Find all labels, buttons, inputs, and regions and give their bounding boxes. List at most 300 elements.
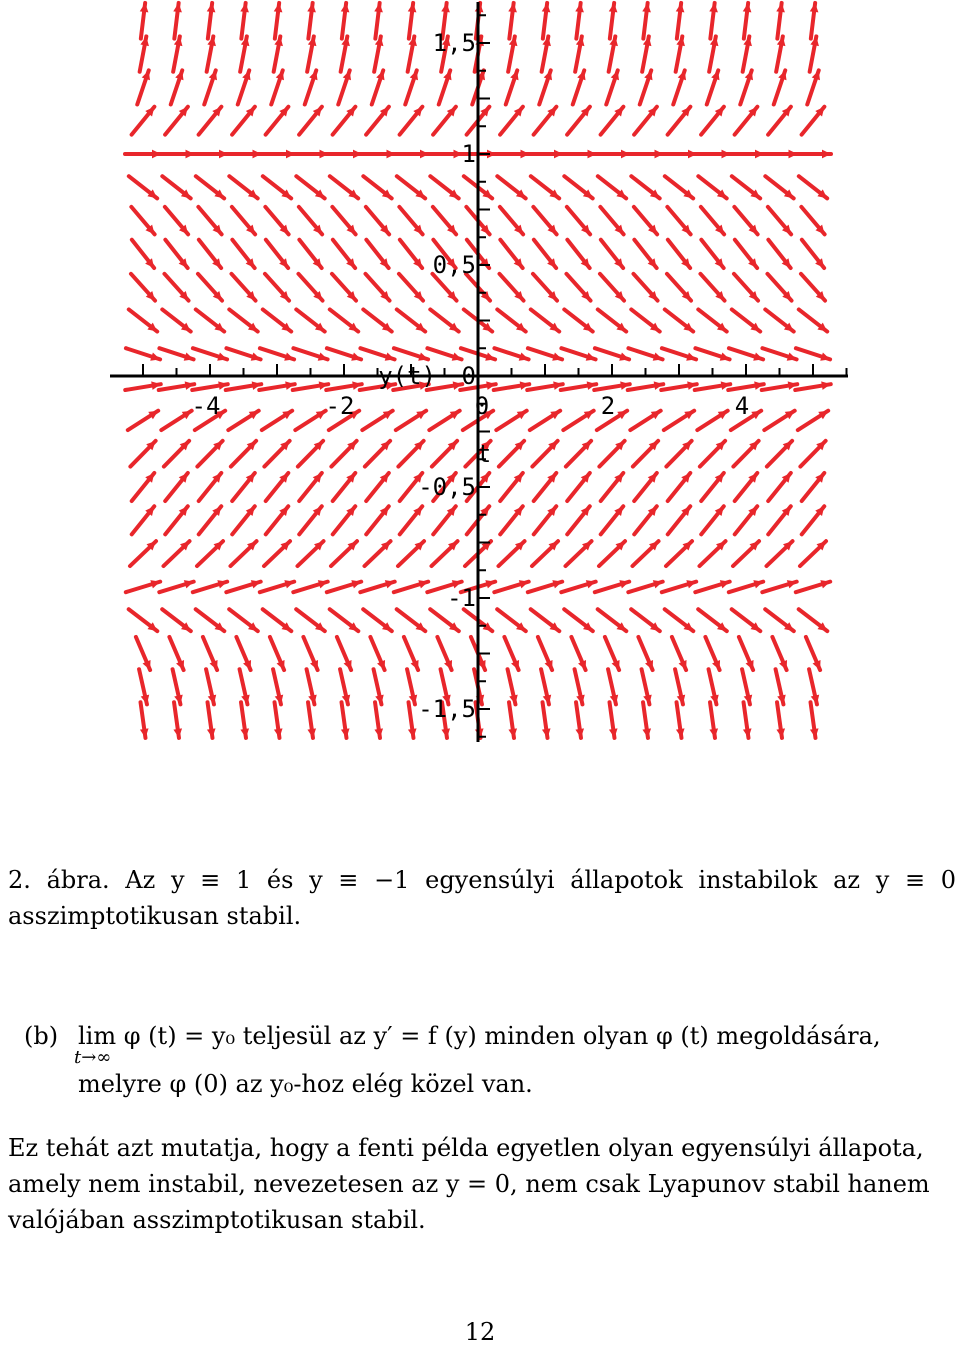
field-arrow (666, 541, 692, 566)
field-arrow (397, 309, 425, 331)
field-arrow (561, 348, 595, 361)
field-arrow (330, 609, 359, 631)
field-arrow (137, 70, 150, 104)
field-arrow (634, 107, 657, 135)
field-arrow (193, 348, 227, 361)
field-arrow (796, 580, 830, 592)
field-arrow (672, 637, 687, 670)
field-arrow (530, 411, 560, 430)
figure-caption: 2. ábra. Az y ≡ 1 és y ≡ −1 egyensúlyi állapotok instabilok az y ≡ 0 asszimptotikusan stabil. (8, 866, 956, 930)
field-arrow (700, 274, 724, 301)
field-arrow (735, 240, 757, 268)
field-arrow (228, 411, 258, 430)
field-arrow (634, 473, 657, 501)
field-arrow (631, 176, 659, 198)
field-arrow (634, 506, 657, 534)
field-arrow (204, 70, 217, 104)
field-arrow (270, 637, 285, 670)
field-arrow (140, 36, 149, 71)
field-arrow (527, 150, 563, 159)
field-arrow (701, 107, 724, 135)
field-arrow (330, 176, 358, 198)
field-arrow (296, 609, 325, 631)
field-arrow (664, 411, 694, 430)
field-arrow (676, 36, 685, 71)
field-arrow (733, 441, 758, 467)
field-arrow (333, 240, 355, 268)
field-arrow (307, 669, 317, 704)
field-arrow (668, 107, 691, 135)
field-arrow (595, 348, 629, 361)
field-arrow (162, 309, 190, 331)
field-arrow (126, 348, 160, 361)
field-arrow (197, 441, 222, 467)
field-arrow (326, 150, 362, 159)
field-arrow (408, 36, 417, 71)
field-arrow (496, 411, 526, 430)
field-arrow (567, 506, 590, 534)
field-arrow (798, 411, 828, 430)
field-arrow (497, 309, 525, 331)
field-arrow (206, 669, 216, 704)
field-arrow (229, 309, 257, 331)
field-arrow (765, 176, 793, 198)
field-arrow (566, 274, 590, 301)
y-tick-label: 0,5 (432, 251, 476, 279)
field-arrow (600, 207, 623, 234)
field-arrow (734, 274, 758, 301)
field-arrow (173, 3, 182, 39)
field-arrow (542, 702, 551, 738)
field-arrow (404, 637, 419, 670)
field-arrow (633, 441, 658, 467)
field-arrow (806, 637, 821, 670)
y-axis-label: y(t) (378, 362, 436, 390)
field-arrow (500, 240, 522, 268)
field-arrow (400, 107, 423, 135)
field-arrow (303, 637, 318, 670)
field-arrow (533, 207, 556, 234)
field-arrow (695, 381, 731, 390)
field-arrow (564, 309, 592, 331)
field-arrow (567, 240, 589, 268)
field-arrow (433, 207, 456, 234)
field-arrow (163, 541, 189, 566)
field-arrow (528, 580, 562, 592)
field-arrow (129, 176, 157, 198)
field-arrow (330, 309, 358, 331)
field-arrow (298, 274, 322, 301)
field-arrow (735, 473, 758, 501)
field-arrow (566, 441, 591, 467)
field-arrow (396, 411, 426, 430)
field-arrow (764, 411, 794, 430)
field-arrow (274, 3, 283, 39)
field-arrow (807, 70, 820, 104)
field-arrow (363, 609, 392, 631)
field-arrow (668, 506, 691, 534)
field-arrow (532, 441, 557, 467)
field-arrow (665, 176, 693, 198)
field-arrow (327, 348, 361, 361)
field-arrow (240, 669, 250, 704)
field-arrow (333, 473, 356, 501)
field-arrow (743, 702, 752, 738)
field-arrow (739, 637, 754, 670)
field-arrow (432, 441, 457, 467)
field-arrow (527, 381, 563, 390)
x-tick-label: -4 (191, 392, 221, 420)
body-paragraph: Ez tehát azt mutatja, hogy a fenti példa egyetlen olyan egyensúlyi állapota, amely nem instabil, nevezetesen az y = 0, nem csak Lyapunov stabil hanem valójában asszimptotikusan stabil. (8, 1134, 930, 1234)
field-arrow (240, 3, 249, 39)
field-arrow (563, 411, 593, 430)
field-arrow (374, 3, 383, 39)
condition-b-line2: melyre φ (0) az y₀-hoz elég közel van. (78, 1070, 533, 1098)
field-arrow (125, 381, 161, 390)
field-arrow (701, 240, 723, 268)
field-arrow (542, 3, 551, 39)
field-arrow (226, 150, 262, 159)
field-arrow (802, 107, 825, 135)
field-arrow (207, 702, 216, 738)
field-arrow (564, 609, 593, 631)
x-tick-label: 2 (600, 392, 616, 420)
field-arrow (136, 637, 151, 670)
field-arrow (609, 3, 618, 39)
field-arrow (668, 240, 690, 268)
field-arrow (709, 3, 718, 39)
field-arrow (196, 176, 224, 198)
field-arrow (266, 506, 289, 534)
field-arrow (801, 274, 825, 301)
field-arrow (497, 176, 525, 198)
field-arrow (125, 150, 161, 159)
field-arrow (327, 580, 361, 592)
field-arrow (630, 411, 660, 430)
field-arrow (699, 541, 725, 566)
field-arrow (240, 702, 249, 738)
field-arrow (796, 348, 830, 361)
field-arrow (207, 3, 216, 39)
field-arrow (732, 609, 761, 631)
field-arrow (366, 473, 389, 501)
field-arrow (531, 176, 559, 198)
field-arrow (366, 207, 389, 234)
field-arrow (430, 609, 459, 631)
field-arrow (500, 107, 523, 135)
field-arrow (594, 150, 630, 159)
field-arrow (263, 309, 291, 331)
field-arrow (427, 150, 463, 159)
field-arrow (126, 580, 160, 592)
field-arrow (810, 3, 819, 39)
field-arrow (398, 541, 424, 566)
field-arrow (499, 441, 524, 467)
field-arrow (299, 473, 322, 501)
field-arrow (762, 150, 798, 159)
field-arrow (159, 348, 193, 361)
field-arrow (762, 348, 796, 361)
field-arrow (165, 473, 188, 501)
field-arrow (360, 580, 394, 592)
field-arrow (365, 274, 389, 301)
field-arrow (640, 70, 653, 104)
field-arrow (497, 609, 526, 631)
field-arrow (567, 207, 590, 234)
field-arrow (662, 348, 696, 361)
field-arrow (508, 36, 517, 71)
field-arrow (337, 637, 352, 670)
field-arrow (165, 240, 187, 268)
condition-b-line1 (74, 1018, 881, 1068)
field-arrow (397, 176, 425, 198)
field-arrow (541, 669, 551, 704)
field-arrow (528, 348, 562, 361)
field-arrow (400, 240, 422, 268)
field-arrow (768, 473, 791, 501)
field-arrow (307, 36, 316, 71)
field-arrow (363, 176, 391, 198)
field-arrow (129, 309, 157, 331)
field-arrow (159, 381, 195, 390)
field-arrow (561, 580, 595, 592)
field-arrow (601, 107, 624, 135)
field-arrow (494, 381, 530, 390)
field-arrow (400, 506, 423, 534)
field-arrow (299, 207, 322, 234)
field-arrow (534, 473, 557, 501)
x-tick-label: -2 (325, 392, 355, 420)
field-arrow (427, 348, 461, 361)
field-arrow (331, 541, 357, 566)
field-arrow (508, 702, 517, 738)
field-arrow (666, 441, 691, 467)
field-arrow (772, 637, 787, 670)
field-arrow (266, 240, 288, 268)
field-arrow (500, 207, 523, 234)
field-arrow (705, 637, 720, 670)
field-arrow (196, 609, 225, 631)
field-arrow (533, 274, 557, 301)
field-arrow (199, 506, 222, 534)
field-arrow (676, 3, 685, 39)
y-tick-label: 1,5 (432, 29, 476, 57)
field-arrow (263, 176, 291, 198)
field-arrow (701, 473, 724, 501)
field-arrow (534, 107, 557, 135)
field-arrow (732, 309, 760, 331)
field-arrow (132, 506, 155, 534)
field-arrow (293, 381, 329, 390)
field-arrow (305, 70, 318, 104)
field-arrow (795, 381, 831, 390)
field-arrow (192, 381, 228, 390)
field-arrow (394, 580, 428, 592)
field-arrow (768, 107, 791, 135)
field-arrow (638, 637, 653, 670)
field-arrow (399, 274, 423, 301)
field-arrow (774, 70, 787, 104)
field-arrow (609, 702, 618, 738)
field-arrow (667, 207, 690, 234)
field-arrow (165, 207, 188, 234)
field-arrow (642, 669, 652, 704)
field-arrow (532, 541, 558, 566)
field-arrow (601, 506, 624, 534)
field-arrow (293, 580, 327, 592)
field-arrow (295, 411, 325, 430)
field-arrow (232, 506, 255, 534)
field-arrow (743, 36, 752, 71)
field-arrow (539, 70, 552, 104)
field-arrow (360, 150, 396, 159)
field-arrow (274, 702, 283, 738)
field-arrow (765, 309, 793, 331)
field-arrow (628, 348, 662, 361)
field-arrow (564, 176, 592, 198)
x-axis-label: t (476, 440, 492, 468)
field-arrow (372, 70, 385, 104)
field-arrow (430, 176, 458, 198)
limit-operator (74, 1018, 117, 1068)
field-arrow (768, 506, 791, 534)
field-arrow (729, 580, 763, 592)
field-arrow (662, 580, 696, 592)
field-arrow (732, 176, 760, 198)
page-number: 12 (464, 1318, 496, 1346)
field-arrow (675, 669, 685, 704)
field-arrow (169, 637, 184, 670)
field-arrow (698, 176, 726, 198)
field-arrow (366, 506, 389, 534)
field-arrow (236, 637, 251, 670)
field-arrow (734, 207, 757, 234)
field-arrow (429, 411, 459, 430)
field-arrow (274, 36, 283, 71)
field-arrow (364, 541, 390, 566)
field-arrow (226, 348, 260, 361)
field-arrow (573, 70, 586, 104)
field-arrow (333, 107, 356, 135)
field-arrow (599, 441, 624, 467)
field-arrow (795, 150, 831, 159)
field-arrow (230, 541, 256, 566)
field-arrow (265, 207, 288, 234)
field-arrow (605, 637, 620, 670)
field-arrow (575, 3, 584, 39)
field-arrow (594, 381, 630, 390)
field-arrow (171, 70, 184, 104)
field-arrow (499, 274, 523, 301)
field-arrow (608, 669, 618, 704)
field-arrow (332, 207, 355, 234)
field-arrow (667, 274, 691, 301)
field-arrow (506, 70, 519, 104)
field-arrow (601, 240, 623, 268)
field-arrow (238, 70, 251, 104)
field-arrow (240, 36, 249, 71)
field-arrow (642, 3, 651, 39)
field-arrow (743, 3, 752, 39)
field-arrow (407, 669, 417, 704)
field-arrow (531, 309, 559, 331)
field-arrow (776, 3, 785, 39)
field-arrow (701, 506, 724, 534)
field-arrow (341, 702, 350, 738)
field-arrow (494, 150, 530, 159)
field-arrow (665, 609, 694, 631)
field-arrow (800, 541, 826, 566)
field-arrow (673, 70, 686, 104)
field-arrow (226, 381, 262, 390)
field-arrow (776, 702, 785, 738)
field-arrow (598, 176, 626, 198)
field-arrow (374, 669, 384, 704)
field-arrow (567, 107, 590, 135)
field-arrow (534, 240, 556, 268)
field-arrow (229, 176, 257, 198)
field-arrow (631, 309, 659, 331)
field-arrow (198, 207, 221, 234)
field-arrow (508, 3, 517, 39)
field-arrow (199, 107, 222, 135)
field-arrow (766, 541, 792, 566)
field-arrow (799, 309, 827, 331)
field-arrow (668, 473, 691, 501)
limit-subscript: t→∞ (74, 1047, 112, 1068)
field-arrow (408, 702, 417, 738)
field-arrow (700, 441, 725, 467)
field-arrow (768, 207, 791, 234)
field-arrow (193, 580, 227, 592)
field-arrow (259, 150, 295, 159)
field-arrow (366, 240, 388, 268)
field-arrow (266, 473, 289, 501)
field-arrow (561, 150, 597, 159)
field-arrow (132, 473, 155, 501)
field-arrow (232, 240, 254, 268)
field-arrow (129, 609, 158, 631)
axes (110, 2, 848, 742)
field-arrow (433, 506, 456, 534)
field-arrow (538, 637, 553, 670)
field-arrow (231, 274, 255, 301)
field-arrow (297, 541, 323, 566)
field-arrow (162, 609, 191, 631)
field-arrow (494, 348, 528, 361)
field-arrow (765, 609, 794, 631)
y-tick-label: 1 (461, 140, 476, 168)
field-arrow (399, 207, 422, 234)
x-tick-label: 4 (734, 392, 750, 420)
field-arrow (203, 637, 218, 670)
field-arrow (340, 669, 350, 704)
field-arrow (695, 580, 729, 592)
field-arrow (199, 240, 221, 268)
field-arrow (393, 150, 429, 159)
field-arrow (199, 473, 222, 501)
field-arrow (264, 541, 290, 566)
field-arrow (307, 702, 316, 738)
y-tick-label: 0 (461, 362, 476, 390)
field-arrow (802, 506, 825, 534)
field-arrow (531, 609, 560, 631)
field-arrow (575, 702, 584, 738)
field-arrow (299, 506, 322, 534)
field-arrow (293, 150, 329, 159)
field-arrow (207, 36, 216, 71)
field-arrow (159, 580, 193, 592)
